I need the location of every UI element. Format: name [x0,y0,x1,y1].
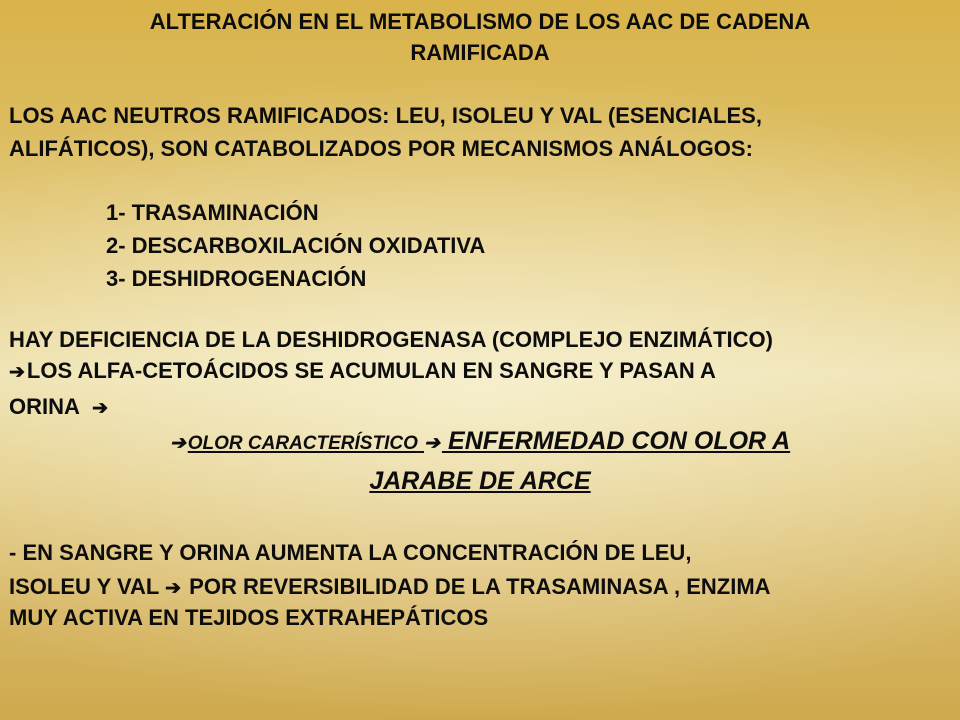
characteristic-odor-text: OLOR CARACTERÍSTICO [187,433,418,454]
blood-line-2a-text: ISOLEU Y VAL [9,574,159,599]
step-2: 2- DESCARBOXILACIÓN OXIDATIVA [106,233,486,258]
blood-line-3: MUY ACTIVA EN TEJIDOS EXTRAHEPÁTICOS [9,605,489,630]
intro-line-2: ALIFÁTICOS), SON CATABOLIZADOS POR MECANISMOS ANÁLOGOS: [9,136,753,161]
intro-line-1: LOS AAC NEUTROS RAMIFICADOS: LEU, ISOLEU Y VAL (ESENCIALES, [9,103,762,128]
disease-line-1 [0,428,960,457]
deficiency-line-3 [9,394,110,422]
deficiency-line-3-text: ORINA [9,394,80,419]
deficiency-line-2-text: LOS ALFA-CETOÁCIDOS SE ACUMULAN EN SANGRE Y PASAN A [26,358,716,383]
step-3: 3- DESHIDROGENACIÓN [106,266,367,291]
blood-line-1: - EN SANGRE Y ORINA AUMENTA LA CONCENTRACIÓN DE LEU, [9,540,692,565]
arrow-right-icon: ➔ [92,398,109,419]
arrow-right-icon: ➔ [9,362,25,383]
slide-title-line-1: ALTERACIÓN EN EL METABOLISMO DE LOS AAC DE CADENA [149,9,811,34]
disease-line-2: JARABE DE ARCE [369,467,591,495]
deficiency-line-2 [9,358,716,386]
arrow-right-icon: ➔ [165,578,182,599]
arrow-right-icon: ➔ [423,433,440,454]
deficiency-line-1: HAY DEFICIENCIA DE LA DESHIDROGENASA (COMPLEJO ENZIMÁTICO) [9,327,773,352]
disease-name-text: ENFERMEDAD CON OLOR A [448,427,791,455]
arrow-right-icon: ➔ [169,433,186,454]
slide-title-line-2: RAMIFICADA [410,40,550,65]
blood-line-2b-text: POR REVERSIBILIDAD DE LA TRASAMINASA , ENZIMA [189,574,771,599]
blood-line-2 [9,574,771,602]
step-1: 1- TRASAMINACIÓN [106,200,319,225]
